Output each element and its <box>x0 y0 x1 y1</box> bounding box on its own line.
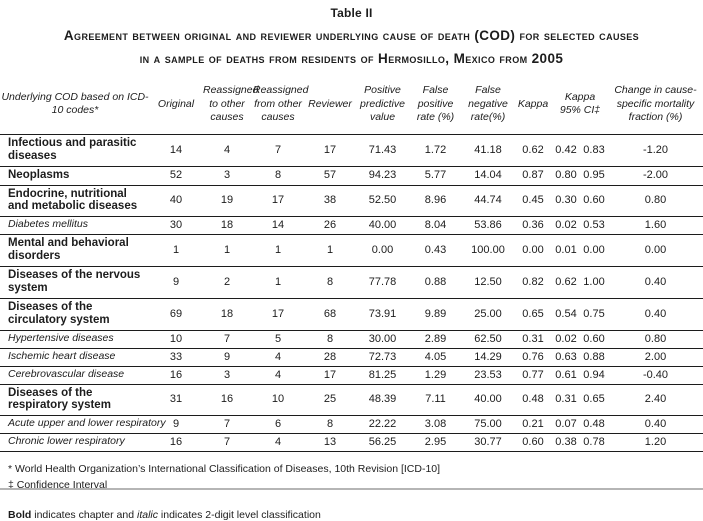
cell-value: 94.23 <box>356 166 409 185</box>
cell-value: 25.00 <box>462 298 514 330</box>
cell-value: 1.29 <box>409 366 462 384</box>
cell-value: 0.60 <box>580 330 608 348</box>
row-label: Diseases of the nervous system <box>0 267 150 299</box>
agreement-table <box>0 76 703 452</box>
table-number: Table II <box>330 6 373 20</box>
cell-value: 7 <box>202 434 252 452</box>
row-label: Infectious and parasitic diseases <box>0 134 150 166</box>
cell-value: 0.48 <box>580 416 608 434</box>
cell-value: 52.50 <box>356 185 409 217</box>
row-label: Acute upper and lower respiratory <box>0 416 150 434</box>
cell-value: 0.83 <box>580 134 608 166</box>
row-label: Diseases of the circulatory system <box>0 298 150 330</box>
cell-value: 72.73 <box>356 348 409 366</box>
cell-value: 71.43 <box>356 134 409 166</box>
cell-value: 0.40 <box>608 298 703 330</box>
cell-value: 0.88 <box>409 267 462 299</box>
cell-value: 0.00 <box>514 235 552 267</box>
cell-value: 0.80 <box>608 330 703 348</box>
table-row <box>0 267 703 299</box>
cell-value: 7 <box>202 416 252 434</box>
cell-value: 0.82 <box>514 267 552 299</box>
cell-value: 8.04 <box>409 217 462 235</box>
row-label: Chronic lower respiratory <box>0 434 150 452</box>
cell-value: 23.53 <box>462 366 514 384</box>
cell-value: 0.01 <box>552 235 580 267</box>
cell-value: 14.04 <box>462 166 514 185</box>
cell-value: 56.25 <box>356 434 409 452</box>
row-label: Neoplasms <box>0 166 150 185</box>
legend-mid-text: indicates chapter and <box>31 508 137 521</box>
cell-value: 1 <box>304 235 356 267</box>
cell-value: 0.78 <box>580 434 608 452</box>
cell-value: 1 <box>202 235 252 267</box>
cell-value: 38 <box>304 185 356 217</box>
cell-value: 73.91 <box>356 298 409 330</box>
table-row <box>0 348 703 366</box>
table-row <box>0 185 703 217</box>
cell-value: 41.18 <box>462 134 514 166</box>
cell-value: 0.60 <box>580 185 608 217</box>
cell-value: 17 <box>304 134 356 166</box>
bottom-divider <box>0 488 703 490</box>
col-csmf-change: Change in cause-specific mortality fraction (%) <box>608 76 703 134</box>
table-row <box>0 416 703 434</box>
cell-value: 0.77 <box>514 366 552 384</box>
cell-value: 4.05 <box>409 348 462 366</box>
table-row <box>0 384 703 416</box>
cell-value: 18 <box>202 298 252 330</box>
cell-value: 0.36 <box>514 217 552 235</box>
cell-value: 0.00 <box>580 235 608 267</box>
cell-value: 3 <box>202 366 252 384</box>
row-label: Cerebrovascular disease <box>0 366 150 384</box>
cell-value: 0.21 <box>514 416 552 434</box>
cell-value: 0.53 <box>580 217 608 235</box>
cell-value: -1.20 <box>608 134 703 166</box>
cell-value: 12.50 <box>462 267 514 299</box>
col-original: Original <box>150 76 202 134</box>
cell-value: 0.40 <box>608 416 703 434</box>
table-title-line1: Agreement between original and reviewer underlying cause of death (COD) for selected causes <box>63 28 640 43</box>
cell-value: 6 <box>252 416 304 434</box>
cell-value: 16 <box>150 366 202 384</box>
cell-value: 30.77 <box>462 434 514 452</box>
col-kappa-ci: Kappa 95% CI‡ <box>552 76 608 134</box>
cell-value: 33 <box>150 348 202 366</box>
cell-value: 5 <box>252 330 304 348</box>
cell-value: 0.63 <box>552 348 580 366</box>
cell-value: 40 <box>150 185 202 217</box>
cell-value: 7.11 <box>409 384 462 416</box>
legend-bold-word: Bold <box>8 508 32 521</box>
table-title-line2: in a sample of deaths from residents of Hermosillo, Mexico from 2005 <box>139 51 564 66</box>
cell-value: 9 <box>150 267 202 299</box>
cell-value: 8 <box>304 416 356 434</box>
cell-value: 44.74 <box>462 185 514 217</box>
cell-value: 18 <box>202 217 252 235</box>
cell-value: 0.65 <box>514 298 552 330</box>
cell-value: 9 <box>150 416 202 434</box>
cell-value: 0.00 <box>356 235 409 267</box>
cell-value: 0.31 <box>514 330 552 348</box>
cell-value: 16 <box>150 434 202 452</box>
cell-value: 0.76 <box>514 348 552 366</box>
footnote-ci: ‡ Confidence Interval <box>8 478 108 491</box>
cell-value: 0.80 <box>608 185 703 217</box>
cell-value: 3 <box>202 166 252 185</box>
cell-value: 0.60 <box>514 434 552 452</box>
cell-value: 19 <box>202 185 252 217</box>
footnote-icd: * World Health Organization’s International Classification of Diseases, 10th Revision [ICD-10] <box>8 463 441 476</box>
cell-value: 22.22 <box>356 416 409 434</box>
row-label: Diseases of the respiratory system <box>0 384 150 416</box>
cell-value: 75.00 <box>462 416 514 434</box>
cell-value: 14 <box>252 217 304 235</box>
col-reviewer: Reviewer <box>304 76 356 134</box>
legend-note <box>8 509 695 521</box>
cell-value: 1.00 <box>580 267 608 299</box>
cell-value: 8 <box>304 330 356 348</box>
cell-value: 0.02 <box>552 217 580 235</box>
cell-value: 0.65 <box>580 384 608 416</box>
row-label: Ischemic heart disease <box>0 348 150 366</box>
cell-value: 2.00 <box>608 348 703 366</box>
cell-value: 0.48 <box>514 384 552 416</box>
cell-value: 14.29 <box>462 348 514 366</box>
col-false-negative: False negative rate(%) <box>462 76 514 134</box>
cell-value: 0.42 <box>552 134 580 166</box>
cell-value: -0.40 <box>608 366 703 384</box>
row-label: Diabetes mellitus <box>0 217 150 235</box>
cell-value: 2.40 <box>608 384 703 416</box>
cell-value: 0.00 <box>608 235 703 267</box>
col-kappa: Kappa <box>514 76 552 134</box>
table-row <box>0 298 703 330</box>
cell-value: 7 <box>202 330 252 348</box>
cell-value: 81.25 <box>356 366 409 384</box>
cell-value: 4 <box>252 434 304 452</box>
col-reassigned-from: Reassigned from other causes <box>252 76 304 134</box>
cell-value: 0.31 <box>552 384 580 416</box>
table-row <box>0 134 703 166</box>
cell-value: 0.62 <box>552 267 580 299</box>
cell-value: 3.08 <box>409 416 462 434</box>
cell-value: 1.20 <box>608 434 703 452</box>
cell-value: 0.02 <box>552 330 580 348</box>
cell-value: 8 <box>304 267 356 299</box>
cell-value: 0.30 <box>552 185 580 217</box>
legend-end-text: indicates 2-digit level classification <box>158 508 321 521</box>
cell-value: 48.39 <box>356 384 409 416</box>
cell-value: 69 <box>150 298 202 330</box>
table-row <box>0 235 703 267</box>
cell-value: 2.89 <box>409 330 462 348</box>
cell-value: 30 <box>150 217 202 235</box>
row-label: Mental and behavioral disorders <box>0 235 150 267</box>
cell-value: 0.40 <box>608 267 703 299</box>
cell-value: 2.95 <box>409 434 462 452</box>
col-false-positive: False positive rate (%) <box>409 76 462 134</box>
title-block <box>0 6 703 66</box>
cell-value: 0.75 <box>580 298 608 330</box>
cell-value: 28 <box>304 348 356 366</box>
cell-value: 30.00 <box>356 330 409 348</box>
cell-value: 4 <box>202 134 252 166</box>
cell-value: 1 <box>252 235 304 267</box>
cell-value: 68 <box>304 298 356 330</box>
cell-value: 1 <box>252 267 304 299</box>
cell-value: 8 <box>252 166 304 185</box>
cell-value: 40.00 <box>356 217 409 235</box>
table-row <box>0 166 703 185</box>
table-body <box>0 134 703 451</box>
cell-value: 1.60 <box>608 217 703 235</box>
cell-value: 57 <box>304 166 356 185</box>
cell-value: 0.61 <box>552 366 580 384</box>
cell-value: 7 <box>252 134 304 166</box>
col-ppv: Positive predictive value <box>356 76 409 134</box>
cell-value: 0.80 <box>552 166 580 185</box>
cell-value: 0.54 <box>552 298 580 330</box>
cell-value: 0.62 <box>514 134 552 166</box>
cell-value: 4 <box>252 348 304 366</box>
cell-value: 4 <box>252 366 304 384</box>
row-label: Endocrine, nutritional and metabolic diseases <box>0 185 150 217</box>
table-header <box>0 76 703 134</box>
cell-value: 62.50 <box>462 330 514 348</box>
cell-value: 1 <box>150 235 202 267</box>
cell-value: 26 <box>304 217 356 235</box>
cell-value: 0.94 <box>580 366 608 384</box>
cell-value: 77.78 <box>356 267 409 299</box>
cell-value: 0.87 <box>514 166 552 185</box>
cell-value: 8.96 <box>409 185 462 217</box>
cell-value: 2 <box>202 267 252 299</box>
table-row <box>0 434 703 452</box>
cell-value: 17 <box>252 185 304 217</box>
cell-value: 10 <box>150 330 202 348</box>
cell-value: -2.00 <box>608 166 703 185</box>
cell-value: 100.00 <box>462 235 514 267</box>
cell-value: 9 <box>202 348 252 366</box>
cell-value: 31 <box>150 384 202 416</box>
cell-value: 13 <box>304 434 356 452</box>
table-row <box>0 217 703 235</box>
cell-value: 0.95 <box>580 166 608 185</box>
table-row <box>0 366 703 384</box>
col-reassigned-to: Reassigned to other causes <box>202 76 252 134</box>
cell-value: 16 <box>202 384 252 416</box>
cell-value: 40.00 <box>462 384 514 416</box>
cell-value: 25 <box>304 384 356 416</box>
cell-value: 0.38 <box>552 434 580 452</box>
cell-value: 9.89 <box>409 298 462 330</box>
cell-value: 52 <box>150 166 202 185</box>
col-underlying-cod: Underlying COD based on ICD-10 codes* <box>0 76 150 134</box>
cell-value: 10 <box>252 384 304 416</box>
cell-value: 0.45 <box>514 185 552 217</box>
row-label: Hypertensive diseases <box>0 330 150 348</box>
legend-italic-word: italic <box>136 508 158 521</box>
cell-value: 0.07 <box>552 416 580 434</box>
cell-value: 0.88 <box>580 348 608 366</box>
cell-value: 53.86 <box>462 217 514 235</box>
cell-value: 17 <box>304 366 356 384</box>
cell-value: 5.77 <box>409 166 462 185</box>
table-row <box>0 330 703 348</box>
cell-value: 1.72 <box>409 134 462 166</box>
cell-value: 0.43 <box>409 235 462 267</box>
cell-value: 14 <box>150 134 202 166</box>
cell-value: 17 <box>252 298 304 330</box>
header-row <box>0 76 703 134</box>
